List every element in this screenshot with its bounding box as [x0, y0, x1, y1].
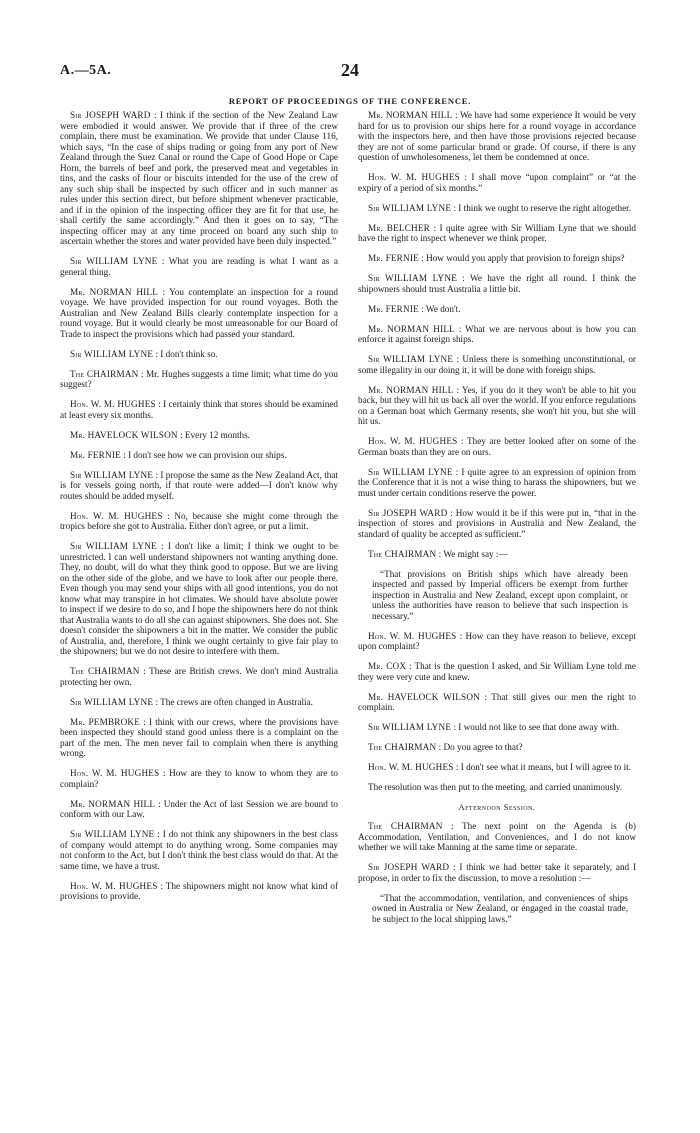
speech-paragraph: [358, 253, 636, 264]
speech-paragraph: [358, 862, 636, 883]
speech-paragraph: [358, 172, 636, 193]
speech-text: : How would you apply that provision to foreign ships?: [418, 253, 625, 263]
speech-text: : That still gives our men the right to complain.: [358, 691, 636, 712]
speaker-name: Mr. COX: [368, 661, 407, 671]
resolution-quote: “That provisions on British ships which have already been inspected and passed by Imperial officers be exempt from further inspection in Australia and New Zealand, except upon complaint, or unless the authorities have reason to believe that such inspection is necessary.”: [372, 568, 628, 621]
speech-text: : Do you agree to that?: [436, 742, 523, 752]
speaker-name: Sir WILLIAM LYNE: [70, 256, 158, 266]
speech-text: : How would it be if this were put in, “that in the inspection of stores and provisions in Australia and New Zealand, the standard of quality be accepted as sufficient.”: [358, 507, 636, 539]
speech-text: : Every 12 months.: [177, 429, 250, 440]
speaker-name: Mr. FERNIE: [368, 253, 419, 263]
speech-text: : No, because she might come through the tropics before she got to Australia. Either don't agree, or put a limit.: [60, 510, 338, 531]
speech-paragraph: [60, 430, 338, 441]
speech-text: : The crews are often changed in Australia.: [153, 696, 313, 707]
speech-paragraph: [358, 821, 636, 853]
speech-paragraph: [358, 631, 636, 652]
speech-text: : Under the Act of last Session we are bound to conform with our Law.: [60, 798, 338, 819]
speaker-name: The CHAIRMAN: [368, 821, 443, 831]
speech-text: : We don't.: [418, 303, 461, 314]
speech-text: : They are better looked after on some of the German boats than they are on ours.: [358, 436, 637, 457]
speech-text: : How can they have reason to believe, except upon complaint?: [358, 630, 636, 651]
speaker-name: Hon. W. M. HUGHES: [368, 762, 454, 772]
speech-paragraph: [60, 697, 338, 708]
speech-text: : I think we had better take it separately, and I propose, in order to fix the discussion, to move a resolution :—: [358, 862, 636, 883]
speaker-name: Sir WILLIAM LYNE: [368, 273, 458, 283]
speaker-name: Hon. W. M. HUGHES: [368, 630, 457, 641]
speech-paragraph: [358, 722, 636, 733]
speaker-name: Mr. NORMAN HILL: [368, 323, 455, 334]
speaker-name: Sir JOSEPH WARD: [368, 507, 448, 518]
speech-text: : I think if the section of the New Zealand Law were embodied it would answer. We provide that if three of the crew complain, there must be examination. We provide that under Clause 116, which says, “In the case of ships trading or going from any port of New Zealand through the Suez Canal or round the Cape of Good Hope or Cape Horn, the barrels of beef and pork, the preserved meat and vegetables in tins, and the casks of flour or biscuits intended for the use of the crew of any such ship shall be inspected by such officer and in such manner as rules under this section direct, but before shipment whenever practicable, and if in the opinion of the inspecting officer they are fit for that use, he shall certify the same accordingly.” And then it goes on to say, “The inspecting officer may at any time proceed on board any such ship to ascertain whether the stores and water provided have been duly inspected.”: [60, 110, 339, 246]
speech-text: : I shall move “upon complaint” or “at the expiry of a period of six months.”: [358, 172, 636, 193]
speaker-name: Sir WILLIAM LYNE: [70, 541, 157, 551]
speech-paragraph: [358, 467, 636, 499]
speech-paragraph: [60, 717, 338, 759]
speaker-name: Hon. W. M. HUGHES: [70, 768, 160, 778]
speech-paragraph: [60, 287, 338, 340]
speech-text: : Unless there is something unconstitutional, or some illegality in our doing it, it will be done with foreign ships.: [358, 354, 636, 375]
speech-text: : We might say :—: [436, 548, 508, 559]
speech-paragraph: [60, 666, 338, 687]
speech-text: : I certainly think that stores should be examined at least every six months.: [60, 399, 338, 420]
paper-reference: A.—5A.: [60, 63, 112, 78]
speech-paragraph: [60, 470, 338, 502]
speaker-name: Mr. HAVELOCK WILSON: [368, 691, 481, 702]
speaker-name: Sir WILLIAM LYNE: [70, 696, 154, 707]
speech-paragraph: [60, 369, 338, 390]
speech-paragraph: [60, 399, 338, 420]
speaker-name: Sir WILLIAM LYNE: [70, 348, 154, 359]
speech-text: : Mr. Hughes suggests a time limit; what time do you suggest?: [60, 368, 338, 389]
speech-paragraph: [60, 768, 338, 789]
speech-paragraph: [358, 354, 636, 375]
speech-text: : The shipowners might not know what kind of provisions to provide.: [60, 880, 339, 901]
speech-text: : I quite agree with Sir William Lyne that we should have the right to inspect whenever we think proper.: [358, 222, 637, 243]
speaker-name: The CHAIRMAN: [70, 368, 139, 379]
speaker-name: Hon. W. M. HUGHES: [70, 880, 158, 891]
speaker-name: The CHAIRMAN: [368, 742, 437, 752]
speech-paragraph: [358, 203, 636, 214]
speaker-name: Mr. HAVELOCK WILSON: [70, 429, 178, 440]
speech-text: : I think with our crews, where the provisions have been inspected they should stand good unless there is a complaint on the part of the men. The men never fail to complain when there is anything wrong.: [60, 716, 338, 758]
speaker-name: Mr. FERNIE: [368, 303, 419, 314]
speaker-name: Sir WILLIAM LYNE: [70, 469, 154, 480]
speech-paragraph: [358, 508, 636, 540]
speaker-name: Sir WILLIAM LYNE: [368, 354, 454, 364]
speaker-name: Mr. PEMBROKE: [70, 716, 141, 727]
speech-paragraph: [358, 110, 636, 163]
speaker-name: Mr. BELCHER: [368, 222, 430, 233]
speech-text: : That is the question I asked, and Sir William Lyne told me they were very cute and knew.: [358, 661, 636, 682]
speech-paragraph: [358, 304, 636, 315]
speech-text: : I quite agree to an expression of opinion from the Conference that it is not a wise thing to harass the shipowners, but we must under certain conditions reserve the power.: [358, 466, 636, 498]
speech-paragraph: [358, 742, 636, 753]
right-column: [358, 110, 636, 934]
left-column: [60, 110, 338, 911]
speech-text: : The next point on the Agenda is (b) Accommodation, Ventilation, and Conveniences, and I do not know whether we will take Manning at the same time or separate.: [358, 821, 636, 852]
speech-paragraph: [358, 692, 636, 713]
speaker-name: Mr. NORMAN HILL: [70, 286, 159, 297]
speech-text: : These are British crews. We don't mind Australia protecting her own.: [60, 666, 338, 687]
speaker-name: Hon. W. M. HUGHES: [70, 510, 163, 521]
page-header: [0, 60, 700, 84]
speech-text: : I propose the same as the New Zealand Act, that is for vessels going north, if that route were added—I don't know why routes should be added myself.: [60, 469, 338, 501]
speech-paragraph: [358, 661, 636, 682]
speech-text: : We have had some experience It would be very hard for us to provision our ships here for a round voyage in accordance with the inspectors here, and then have those provisions rejected because they are not of some particular brand or grade. Of course, if there is any question of unwholesomeness, let them be condemned at once.: [358, 110, 636, 162]
session-heading: Afternoon Session.: [458, 802, 536, 812]
speech-paragraph: [60, 349, 338, 360]
speech-paragraph: [358, 436, 636, 457]
speech-paragraph: [358, 549, 636, 560]
speech-text: : You contemplate an inspection for a round voyage. We have provided inspection for our round voyages. Both the Australian and New Zealand Bills clearly contemplate inspection for a round voyage. But it would clearly be most unreasonable for our Board of Trade to inspect the provisions which had passed your standard.: [60, 286, 338, 339]
speech-paragraph: [358, 385, 636, 427]
speech-paragraph: [358, 273, 636, 294]
speech-paragraph: [358, 324, 636, 345]
speech-text: : I don't see how we can provision our ships.: [120, 449, 287, 460]
speaker-name: Sir WILLIAM LYNE: [368, 722, 452, 732]
speaker-name: The CHAIRMAN: [70, 666, 140, 676]
speech-paragraph: [358, 762, 636, 773]
speech-paragraph: [60, 511, 338, 532]
speaker-name: Sir WILLIAM LYNE: [368, 466, 453, 477]
speech-text: : We have the right all round. I think the shipowners should trust Australia a little bit.: [358, 273, 636, 294]
speaker-name: Mr. FERNIE: [70, 449, 121, 460]
speech-paragraph: [60, 881, 338, 902]
speech-text: : I do not think any shipowners in the best class of company would attempt to do anything wrong. Some companies may not conform to the Act, but I don't think the best class would do that. At the same time, we have a trust.: [60, 829, 338, 871]
speaker-name: Sir WILLIAM LYNE: [368, 202, 452, 213]
page-number: 24: [341, 60, 359, 80]
speech-paragraph: [60, 450, 338, 461]
speech-text: : I think we ought to reserve the right altogether.: [451, 202, 632, 213]
narrative-paragraph: The resolution was then put to the meeting, and carried unanimously.: [368, 782, 623, 792]
speaker-name: Hon. W. M. HUGHES: [368, 436, 458, 446]
speaker-name: Mr. NORMAN HILL: [368, 384, 454, 395]
speaker-name: Mr. NORMAN HILL: [368, 110, 453, 120]
speech-text: : I don't think so.: [153, 348, 218, 359]
speaker-name: Sir JOSEPH WARD: [368, 862, 450, 872]
speech-text: : I don't see what it means, but I will agree to it.: [453, 762, 632, 772]
speaker-name: Hon. W. M. HUGHES: [368, 172, 460, 182]
speech-paragraph: [60, 799, 338, 820]
speech-paragraph: [60, 541, 338, 657]
speech-paragraph: [60, 110, 338, 247]
speech-text: : I don't like a limit; I think we ought to be unrestricted. I can well understand shipowners not wanting anything done. They, no doubt, will do what they think good to oppose. But we are living on the other side of the globe, and we have to look after our people there. Even though you may send your ships with all good intentions, you do not know what may transpire in hot climates. We should have absolute power to inspect if we desire to do so, and I hope the shipowners here do not think that Australia wants to do all she can against shipowners. She does not. She doesn't consider the shipowners a bit in the matter. We consider the public of Australia, and, therefore, I think we ought certainly to give fair play to the shipowners; but we do not desire to interfere with them.: [60, 541, 338, 656]
speaker-name: Hon. W. M. HUGHES: [70, 399, 156, 409]
speech-text: : I would not like to see that done away with.: [451, 722, 620, 732]
speech-text: : What we are nervous about is how you can enforce it against foreign ships.: [358, 323, 636, 344]
speech-paragraph: [358, 223, 636, 244]
speaker-name: The CHAIRMAN: [368, 548, 437, 559]
speech-paragraph: [60, 829, 338, 871]
speaker-name: Sir WILLIAM LYNE: [70, 829, 155, 839]
resolution-quote: “That the accommodation, ventilation, and conveniences of ships owned in Australia or New Zealand, or engaged in the coastal trade, be subject to the local shipping laws.”: [372, 892, 628, 924]
speech-text: : What you are reading is what I want as a general thing.: [60, 256, 338, 277]
speech-text: : How are they to know to whom they are to complain?: [60, 768, 338, 789]
speaker-name: Mr. NORMAN HILL: [70, 798, 156, 809]
speech-text: : Yes, if you do it they won't be able to hit you back, but they will hit us back all over the world. If you enforce regulations on a German boat which Germany resents, she won't hit you, but she will hit us.: [358, 384, 636, 426]
speaker-name: Sir JOSEPH WARD: [70, 110, 151, 120]
speech-paragraph: [60, 256, 338, 277]
report-title: REPORT OF PROCEEDINGS OF THE CONFERENCE.: [228, 96, 472, 106]
